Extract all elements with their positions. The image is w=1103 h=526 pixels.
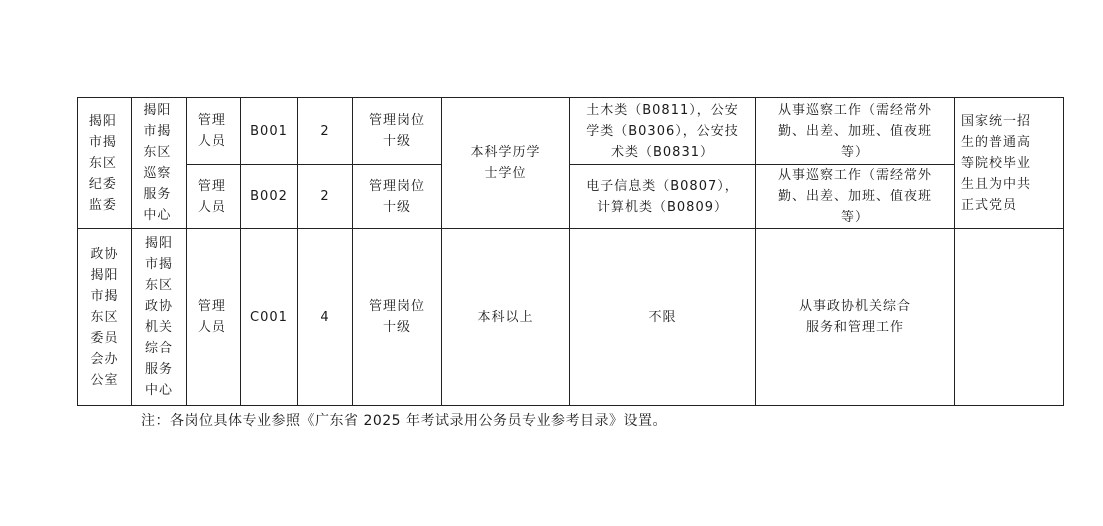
headcount-cell: 4 xyxy=(298,229,353,406)
hiring-unit-cell: 揭阳市揭东区纪委监委 xyxy=(78,98,132,229)
category-cell: 管理人员 xyxy=(187,98,241,165)
position-level-cell: 管理岗位十级 xyxy=(353,165,442,229)
position-level-cell: 管理岗位十级 xyxy=(353,98,442,165)
organization-cell: 揭阳市揭东区政协机关综合服务中心 xyxy=(132,229,187,406)
major-cell: 电子信息类（B0807），计算机类（B0809） xyxy=(570,165,756,229)
table-row xyxy=(78,229,1064,406)
hiring-unit-cell: 政协揭阳市揭东区委员会办公室 xyxy=(78,229,132,406)
duty-cell: 从事巡察工作（需经常外勤、出差、加班、值夜班等） xyxy=(756,98,955,165)
footnote: 注：各岗位具体专业参照《广东省 2025 年考试录用公务员专业参考目录》设置。 xyxy=(141,413,668,429)
education-cell: 本科学历学士学位 xyxy=(442,98,570,229)
position-code-cell: C001 xyxy=(241,229,298,406)
organization-cell: 揭阳市揭东区巡察服务中心 xyxy=(132,98,187,229)
recruitment-table xyxy=(77,97,1064,406)
other-requirements-cell xyxy=(955,229,1064,406)
headcount-cell: 2 xyxy=(298,98,353,165)
duty-cell: 从事巡察工作（需经常外勤、出差、加班、值夜班等） xyxy=(756,165,955,229)
headcount-cell: 2 xyxy=(298,165,353,229)
education-cell: 本科以上 xyxy=(442,229,570,406)
duty-cell: 从事政协机关综合服务和管理工作 xyxy=(756,229,955,406)
major-cell: 土木类（B0811），公安学类（B0306），公安技术类（B0831） xyxy=(570,98,756,165)
position-code-cell: B002 xyxy=(241,165,298,229)
category-cell: 管理人员 xyxy=(187,229,241,406)
position-level-cell: 管理岗位十级 xyxy=(353,229,442,406)
position-code-cell: B001 xyxy=(241,98,298,165)
other-requirements-cell: 国家统一招生的普通高等院校毕业生且为中共正式党员 xyxy=(955,98,1064,229)
table-row xyxy=(78,98,1064,165)
major-cell: 不限 xyxy=(570,229,756,406)
category-cell: 管理人员 xyxy=(187,165,241,229)
table-row xyxy=(78,165,1064,229)
